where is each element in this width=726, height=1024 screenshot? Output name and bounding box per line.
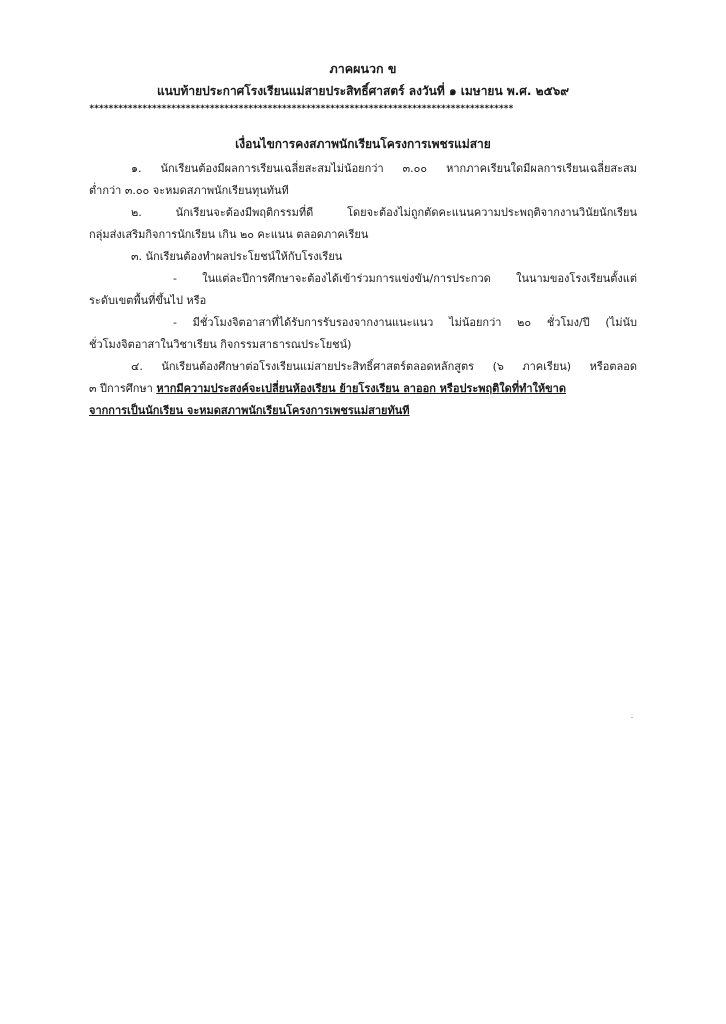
condition-2-line-1: ๒. นักเรียนจะต้องมีพฤติกรรมที่ดี โดยจะต้องไม่ถูกตัดคะแนนความประพฤติจากงานวินัยนักเรียน <box>131 206 637 219</box>
section-heading: เงื่อนไขการคงสภาพนักเรียนโครงการเพชรแม่สาย <box>235 137 491 151</box>
conditions-list <box>89 158 637 422</box>
condition-3-line-1: ๓. นักเรียนต้องทำผลประโยชน์ให้กับโรงเรียน <box>131 250 343 263</box>
separator-line: **************************************************************************************** <box>89 104 514 114</box>
document-subtitle: แนบท้ายประกาศโรงเรียนแม่สายประสิทธิ์ศาสตร์ ลงวันที่ ๑ เมษายน พ.ศ. ๒๕๖๙ <box>156 84 570 98</box>
condition-item-4 <box>89 356 637 422</box>
condition-4-line-1: ๔. นักเรียนต้องศึกษาต่อโรงเรียนแม่สายประสิทธิ์ศาสตร์ตลอดหลักสูตร (๖ ภาคเรียน) หรือตลอด <box>131 360 637 373</box>
condition-3-sub-1-line-1: - ในแต่ละปีการศึกษาจะต้องได้เข้าร่วมการแข่งขัน/การประกวด ในนามของโรงเรียนตั้งแต่ <box>173 272 637 285</box>
condition-1-line-1: ๑. นักเรียนต้องมีผลการเรียนเฉลี่ยสะสมไม่น้อยกว่า ๓.๐๐ หากภาคเรียนใดมีผลการเรียนเฉลี่ยสะสม <box>131 162 637 175</box>
condition-4-line-3 <box>89 400 637 422</box>
condition-4-line-2 <box>89 378 637 400</box>
condition-3-sub-2-line-2: ชั่วโมงจิตอาสาในวิชาเรียน กิจกรรมสาธารณประโยชน์) <box>89 338 352 351</box>
condition-1-line-2: ต่ำกว่า ๓.๐๐ จะหมดสภาพนักเรียนทุนทันที <box>89 184 289 197</box>
condition-4-line-2-emphasis: หากมีความประสงค์จะเปลี่ยนห้องเรียน ย้ายโรงเรียน ลาออก หรือประพฤติใดที่ทำให้ขาด <box>156 382 566 395</box>
condition-item-2 <box>89 202 637 246</box>
condition-4-line-2-plain: ๓ ปีการศึกษา <box>89 382 157 395</box>
condition-2-line-2: กลุ่มส่งเสริมกิจการนักเรียน เกิน ๒๐ คะแนน ตลอดภาคเรียน <box>89 228 369 241</box>
condition-4-line-3-emphasis: จากการเป็นนักเรียน จะหมดสภาพนักเรียนโครงการเพชรแม่สายทันที <box>89 404 410 417</box>
scan-speck <box>631 717 633 718</box>
page-title: ภาคผนวก ข <box>329 61 397 76</box>
condition-item-1 <box>89 158 637 202</box>
condition-3-sub-2-line-1: - มีชั่วโมงจิตอาสาที่ได้รับการรับรองจากงานแนะแนว ไม่น้อยกว่า ๒๐ ชั่วโมง/ปี (ไม่นับ <box>173 316 637 329</box>
condition-item-3 <box>89 246 637 356</box>
condition-3-sub-1-line-2: ระดับเขตพื้นที่ขึ้นไป หรือ <box>89 294 207 307</box>
